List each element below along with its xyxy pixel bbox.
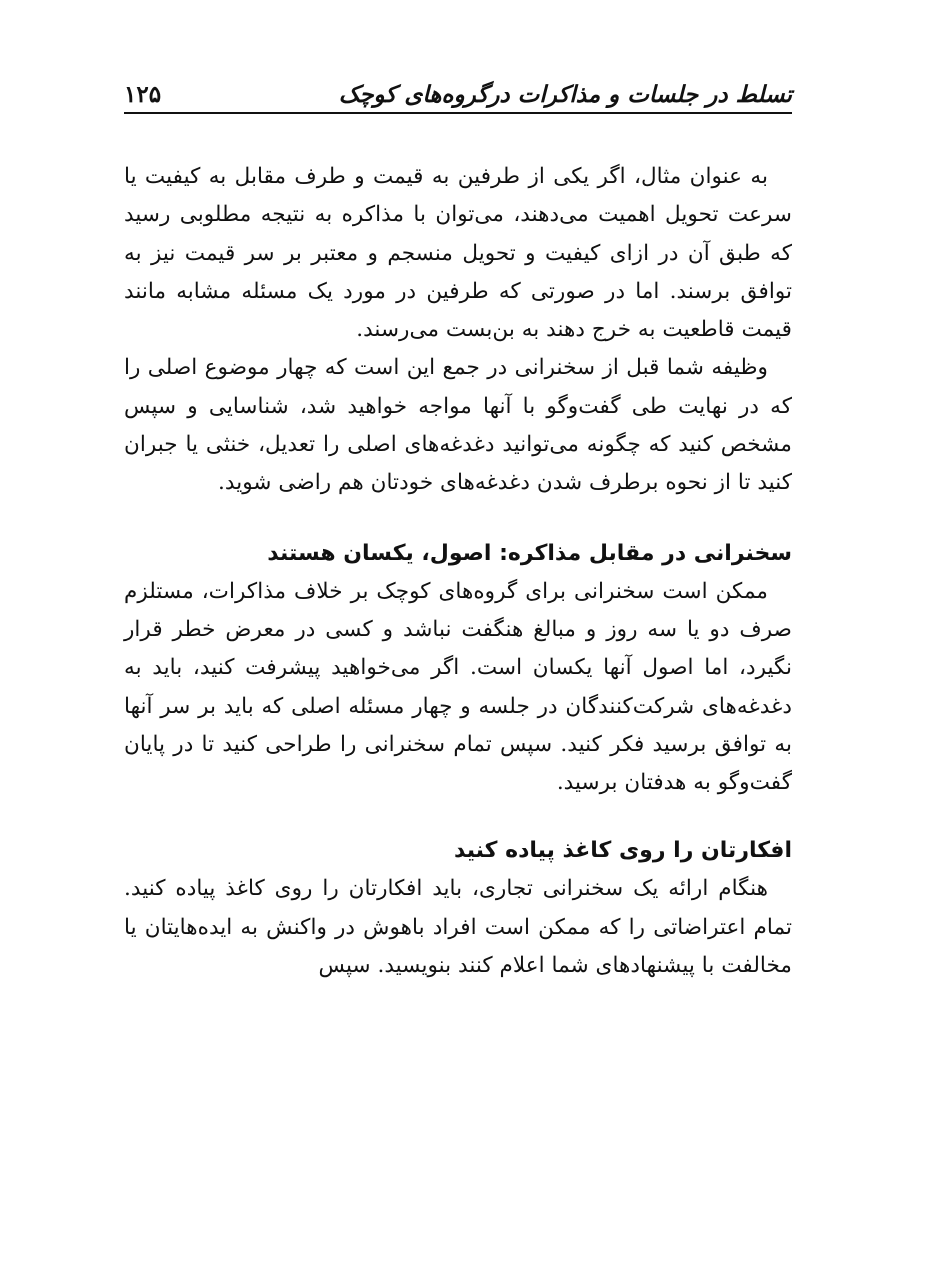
page-number: ۱۲۵ [124, 81, 162, 108]
paragraph: هنگام ارائه یک سخنرانی تجاری، باید افکارتان را روی کاغذ پیاده کنید. تمام اعتراضاتی را که ممکن است افراد باهوش در واکنش به ایده‌هایتان یا مخالفت با پیشنهادهای شما اعلام کنند بنویسید. سپس [124, 876, 792, 979]
paragraph: وظیفه شما قبل از سخنرانی در جمع این است که چهار موضوع اصلی را که در نهایت طی گفت‌وگو با آنها مواجه خواهید شد، شناسایی و سپس مشخص کنید که چگونه می‌توانید دغدغه‌های اصلی را تعدیل، خنثی یا جبران کنید تا از نحوه برطرف شدن دغدغه‌های خودتان هم راضی شوید. [124, 355, 792, 496]
body-text [124, 158, 792, 985]
running-header-title: تسلط در جلسات و مذاکرات درگروه‌های کوچک [338, 81, 792, 108]
section-heading: سخنرانی در مقابل مذاکره: اصول، یکسان هستند [267, 540, 792, 566]
section-heading: افکارتان را روی کاغذ پیاده کنید [453, 838, 792, 864]
paragraph: ممکن است سخنرانی برای گروه‌های کوچک بر خلاف مذاکرات، مستلزم صرف دو یا سه روز و مبالغ هنگفت نباشد و کسی در معرض خطر قرار نگیرد، اما اصول آنها یکسان است. اگر می‌خواهید پیشرفت کنید، باید به دغدغه‌های شرکت‌کنندگان در جلسه و چهار مسئله اصلی که باید بر سر آنها به توافق برسید فکر کنید. سپس تمام سخنرانی را طراحی کنید تا در پایان گفت‌وگو به هدفتان برسید. [124, 578, 792, 796]
running-header [124, 70, 792, 114]
paragraph: به عنوان مثال، اگر یکی از طرفین به قیمت و طرف مقابل به کیفیت یا سرعت تحویل اهمیت می‌دهند، می‌توان با مذاکره به نتیجه مطلوبی رسید که طبق آن در ازای کیفیت و تحویل منسجم و معتبر بر سر قیمت نیز به توافق برسند. اما در صورتی که طرفین در مورد یک مسئله مشابه مانند قیمت قاطعیت به خرج دهند به بن‌بست می‌رسند. [124, 164, 792, 343]
